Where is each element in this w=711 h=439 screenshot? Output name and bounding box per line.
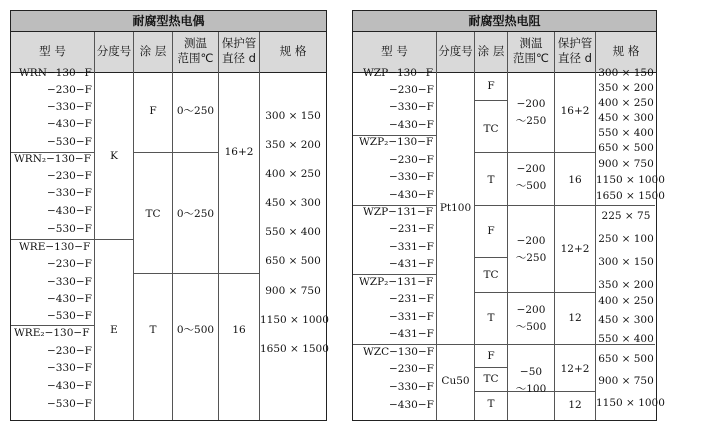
model-cell: −231−F	[389, 293, 434, 305]
tube-diameter-cell: 12+2	[560, 363, 590, 375]
coating-cell: F	[487, 350, 495, 362]
model-cell: −330−F	[47, 101, 92, 113]
model-cell: −530−F	[47, 136, 92, 148]
model-cell: −330−F	[389, 381, 434, 393]
model-cell: WZP−130−F	[363, 67, 434, 79]
tube-diameter-cell: 16+2	[560, 105, 590, 117]
spec-cell: 250 × 100	[598, 233, 654, 245]
model-cell: WRE₂−130−F	[14, 327, 90, 339]
thermocouple-table	[10, 10, 327, 421]
model-cell: −230−F	[47, 345, 92, 357]
header-spec: 规 格	[279, 44, 307, 58]
spec-cell: 1150 × 1000	[596, 174, 665, 186]
coating-cell: TC	[145, 208, 161, 220]
header-coating: 涂 层	[139, 44, 167, 58]
spec-cell: 550 × 400	[598, 127, 654, 139]
division-cell: E	[110, 324, 118, 336]
grid-line	[218, 32, 219, 420]
spec-cell: 650 × 500	[265, 255, 321, 267]
spec-cell: 450 × 300	[265, 197, 321, 209]
model-cell: −530−F	[47, 398, 92, 410]
spec-cell: 550 × 400	[265, 226, 321, 238]
model-cell: WZC−130−F	[363, 346, 435, 358]
coating-cell: T	[487, 398, 495, 410]
coating-cell: F	[149, 105, 157, 117]
temp-range-cell: −200 ～250	[515, 235, 547, 264]
model-cell: −230−F	[389, 84, 434, 96]
coating-cell: T	[487, 174, 495, 186]
tube-diameter-cell: 12	[568, 312, 582, 324]
coating-cell: TC	[483, 123, 499, 135]
spec-cell: 1150 × 1000	[260, 314, 329, 326]
spec-cell: 650 × 500	[598, 353, 654, 365]
grid-line	[474, 367, 507, 368]
spec-cell: 300 × 150	[265, 110, 321, 122]
spec-cell: 400 × 250	[598, 97, 654, 109]
header-division: 分度号	[96, 44, 132, 58]
coating-cell: TC	[483, 269, 499, 281]
model-cell: −431−F	[389, 328, 434, 340]
coating-cell: TC	[483, 373, 499, 385]
temp-range-cell: −200 ～500	[515, 163, 547, 192]
header-division: 分度号	[438, 44, 473, 58]
grid-line	[474, 100, 507, 101]
grid-line	[133, 273, 259, 274]
header-coating: 涂 层	[477, 44, 505, 58]
model-cell: −430−F	[47, 205, 92, 217]
coating-cell: F	[487, 80, 495, 92]
model-cell: −230−F	[389, 154, 434, 166]
temp-range-cell: −200 ～250	[515, 98, 547, 127]
spec-cell: 400 × 250	[598, 295, 654, 307]
table-title: 耐腐型热电偶	[11, 11, 326, 32]
table-title: 耐腐型热电阻	[353, 11, 656, 32]
model-cell: −330−F	[389, 171, 434, 183]
spec-cell: 650 × 500	[598, 142, 654, 154]
model-cell: −330−F	[47, 362, 92, 374]
grid-line	[133, 32, 134, 420]
division-cell: Cu50	[441, 375, 470, 387]
spec-cell: 1150 × 1000	[596, 397, 665, 409]
grid-line	[133, 152, 218, 153]
model-cell: WRN₂−130−F	[14, 153, 92, 165]
model-cell: WZP₂−130−F	[359, 136, 434, 148]
model-cell: WZP−131−F	[363, 206, 434, 218]
spec-cell: 450 × 300	[598, 112, 654, 124]
model-cell: −430−F	[47, 293, 92, 305]
spec-cell: 550 × 400	[598, 333, 654, 345]
model-cell: −530−F	[47, 310, 92, 322]
grid-line	[94, 32, 95, 420]
header-model: 型 号	[39, 44, 66, 58]
grid-line	[172, 32, 173, 420]
model-cell: −231−F	[389, 223, 434, 235]
temp-range-cell: 0～250	[176, 208, 215, 220]
coating-cell: F	[487, 225, 495, 237]
division-cell: Pt100	[439, 202, 472, 214]
spec-cell: 900 × 750	[598, 375, 654, 387]
spec-cell: 300 × 150	[598, 256, 654, 268]
temp-range-cell: 0～250	[176, 105, 215, 117]
temp-range-cell: 0～500	[176, 324, 215, 336]
tube-diameter-cell: 16	[568, 174, 582, 186]
tube-diameter-cell: 16	[232, 324, 246, 336]
header-spec: 规 格	[612, 44, 640, 58]
spec-cell: 1650 × 1500	[596, 190, 665, 202]
tube-diameter-cell: 16+2	[224, 146, 254, 158]
model-cell: −430−F	[389, 189, 434, 201]
model-cell: −430−F	[389, 119, 434, 131]
tube-diameter-cell: 12	[568, 399, 582, 411]
spec-cell: 350 × 200	[598, 279, 654, 291]
model-cell: −330−F	[47, 276, 92, 288]
model-cell: −430−F	[47, 118, 92, 130]
model-cell: −431−F	[389, 258, 434, 270]
model-cell: −230−F	[47, 84, 92, 96]
spec-cell: 400 × 250	[265, 168, 321, 180]
coating-cell: T	[149, 324, 157, 336]
spec-cell: 900 × 750	[598, 158, 654, 170]
spec-cell: 350 × 200	[265, 139, 321, 151]
model-cell: −330−F	[389, 101, 434, 113]
model-cell: −230−F	[389, 363, 434, 375]
model-cell: −330−F	[47, 187, 92, 199]
tube-diameter-cell: 12+2	[560, 243, 590, 255]
model-cell: −230−F	[47, 258, 92, 270]
grid-line	[436, 32, 437, 420]
spec-cell: 1650 × 1500	[260, 343, 329, 355]
spec-cell: 450 × 300	[598, 314, 654, 326]
model-cell: −430−F	[389, 399, 434, 411]
grid-line	[507, 32, 508, 420]
temp-range-cell: −200 ～500	[515, 304, 547, 333]
spec-cell: 350 × 200	[598, 82, 654, 94]
header-temp-range: 测温 范围℃	[513, 36, 549, 65]
spec-cell: 300 × 150	[598, 67, 654, 79]
model-cell: WRN−130−F	[19, 67, 92, 79]
model-cell: WRE−130−F	[19, 241, 91, 253]
grid-line	[474, 257, 507, 258]
coating-cell: T	[487, 312, 495, 324]
header-tube-diameter: 保护管 直径 d	[557, 36, 593, 65]
model-cell: −230−F	[47, 170, 92, 182]
grid-line	[474, 205, 655, 206]
model-cell: −331−F	[389, 241, 434, 253]
model-cell: −530−F	[47, 223, 92, 235]
model-cell: −331−F	[389, 311, 434, 323]
grid-line	[474, 152, 595, 153]
model-cell: −430−F	[47, 380, 92, 392]
spec-cell: 225 × 75	[601, 210, 651, 222]
header-model: 型 号	[381, 44, 408, 58]
division-cell: K	[110, 150, 118, 162]
header-tube-diameter: 保护管 直径 d	[221, 36, 257, 65]
grid-line	[474, 292, 595, 293]
spec-cell: 900 × 750	[265, 285, 321, 297]
header-temp-range: 测温 范围℃	[177, 36, 214, 65]
temp-range-cell: −50 ～100	[515, 366, 547, 395]
thermal-resistance-table	[352, 10, 665, 421]
model-cell: WZP₂−131−F	[359, 276, 434, 288]
